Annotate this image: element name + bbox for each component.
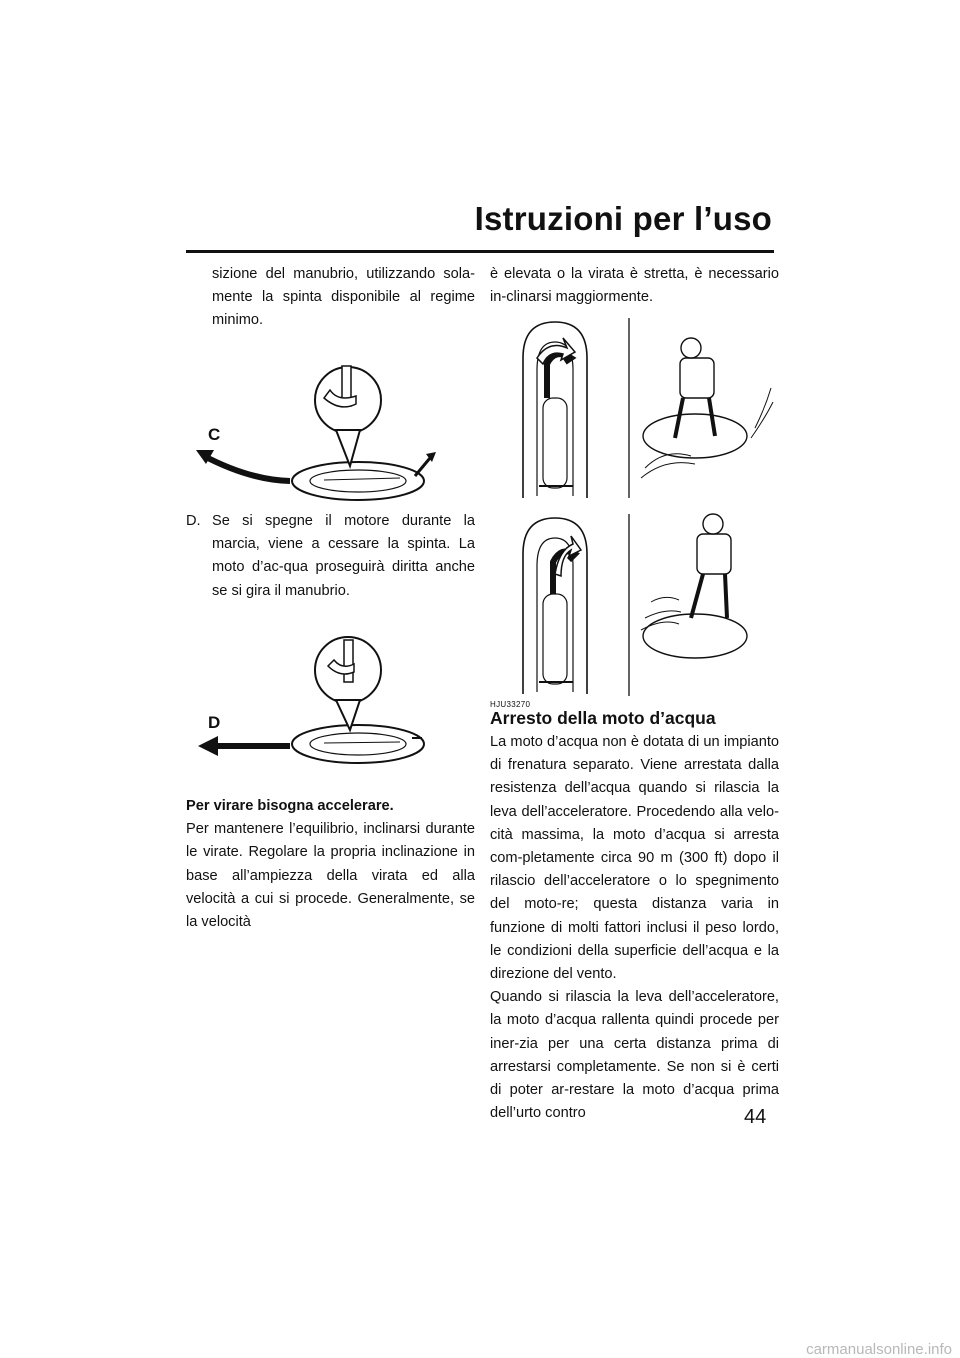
figure-d-label: D [208,713,221,732]
item-d-label: D. [186,513,201,529]
item-d-text: Se si spegne il motore durante la marcia, viene a cessare la spinta. La moto d’ac-qua proseguirà diritta anche se si gira il manubrio. [212,513,475,599]
turn-section [186,795,475,934]
figure-d-steering [190,630,440,775]
figure-c-label: C [208,425,221,444]
steering-illustration-d [190,630,440,775]
bold-heading: Per virare bisogna accelerare. [186,798,394,814]
paragraph-turn: Per mantenere l’equilibrio, inclinarsi durante le virate. Regolare la propria inclinazione in base all’ampiezza della virata ed alla velocità a cui si procede. Generalmente, se la velocità [186,821,475,931]
turning-illustrations [515,318,775,698]
paragraph-stop-1: La moto d’acqua non è dotata di un impianto di frenatura separato. Viene arrestata dalla resistenza dell’acqua quando si rilascia la leva dell’acceleratore. Procedendo alla velo-cità massima, la moto d’acqua si arresta com-pletamente circa 90 m (300 ft) dopo il rilascio dell’acceleratore o lo spegnimento del moto-re; questa distanza varia in funzione di molti fattori inclusi il peso lordo, le condizioni della superficie dell’acqua e la direzione del vento. [490,734,779,983]
paragraph-right-continued: è elevata o la virata è stretta, è necessario in-clinarsi maggiormente. [490,266,779,306]
steering-illustration-c [190,358,440,508]
paragraph-stop-2: Quando si rilascia la leva dell’acceleratore, la moto d’acqua rallenta quindi procede per iner-zia per una certa distanza prima di arrestarsi completamente. Se non si è certi di poter ar-restare la moto d’acqua prima dell’urto contro [490,989,779,1122]
section-code: HJU33270 [490,700,531,709]
stop-section [490,731,779,1125]
item-d [186,510,475,603]
watermark: carmanualsonline.info [806,1341,952,1358]
page-title: Istruzioni per l’uso [474,200,772,237]
section-title: Arresto della moto d’acqua [490,708,716,728]
figure-turning-examples [515,318,775,698]
paragraph-c-continued: sizione del manubrio, utilizzando sola-mente la spinta disponibile al regime minimo. [212,266,475,329]
title-rule [186,250,774,253]
figure-c-steering [190,358,440,508]
page-number: 44 [744,1106,767,1128]
